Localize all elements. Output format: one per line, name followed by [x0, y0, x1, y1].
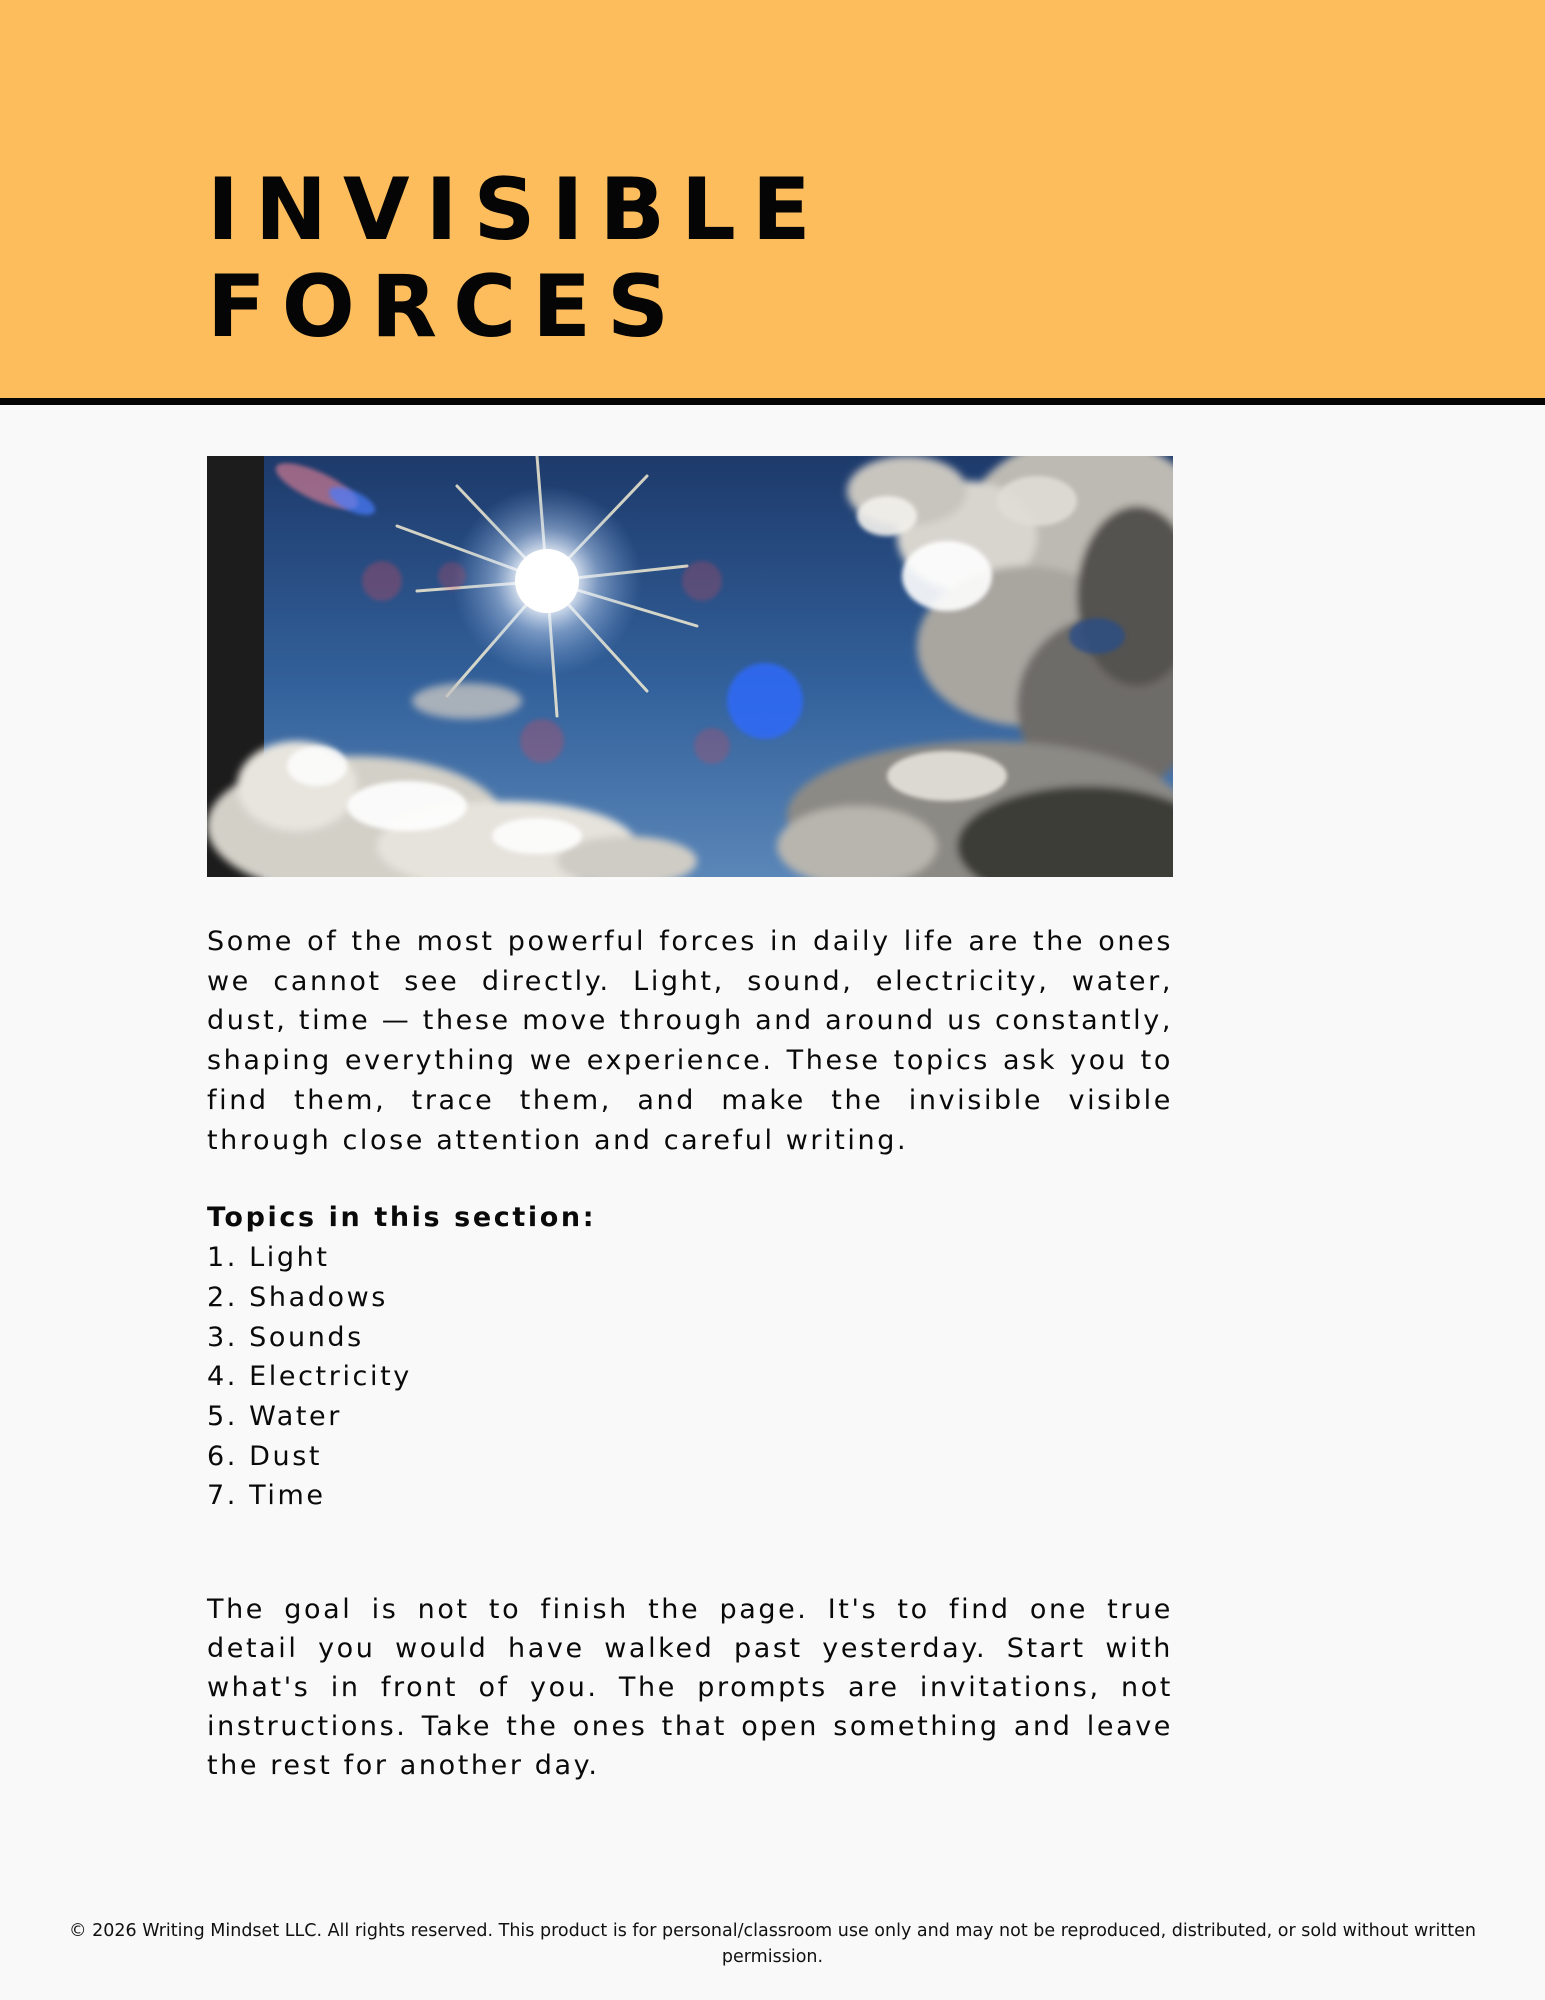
topics-heading: Topics in this section:: [207, 1202, 597, 1234]
outro-paragraph: The goal is not to finish the page. It's to find one true detail you would have walked past yesterday. Start with what's in front of you. The prompts are invitations, not instructions. Take the ones that open something and leave the rest for another day.: [207, 1594, 1173, 1782]
list-item: 7. Time: [207, 1480, 326, 1512]
intro-paragraph: Some of the most powerful forces in daily life are the ones we cannot see directly. Light, sound, electricity, water, dust, time — these move through and around us constantly, shaping everything we experience. These topics ask you to find them, trace them, and make the invisible visible through close attention and careful writing.: [207, 926, 1173, 1156]
sun-sky-clouds-photo: [207, 456, 1173, 877]
list-item: 3. Sounds: [207, 1321, 364, 1353]
list-item: 1. Light: [207, 1242, 330, 1274]
list-item: 2. Shadows: [207, 1281, 388, 1313]
list-item: 5. Water: [207, 1401, 342, 1433]
main-content: [207, 922, 1173, 1785]
list-item: 4. Electricity: [207, 1361, 412, 1393]
title-line-2: FORCES: [207, 257, 685, 357]
page-title: [207, 162, 827, 356]
copyright-footer: © 2026 Writing Mindset LLC. All rights reserved. This product is for personal/classroom use only and may not be reproduced, distributed, or sold without written permission.: [69, 1921, 1476, 1967]
topics-list: [207, 1238, 1173, 1516]
header-banner: [0, 0, 1545, 405]
list-item: 6. Dust: [207, 1440, 323, 1472]
title-line-1: INVISIBLE: [207, 160, 827, 260]
